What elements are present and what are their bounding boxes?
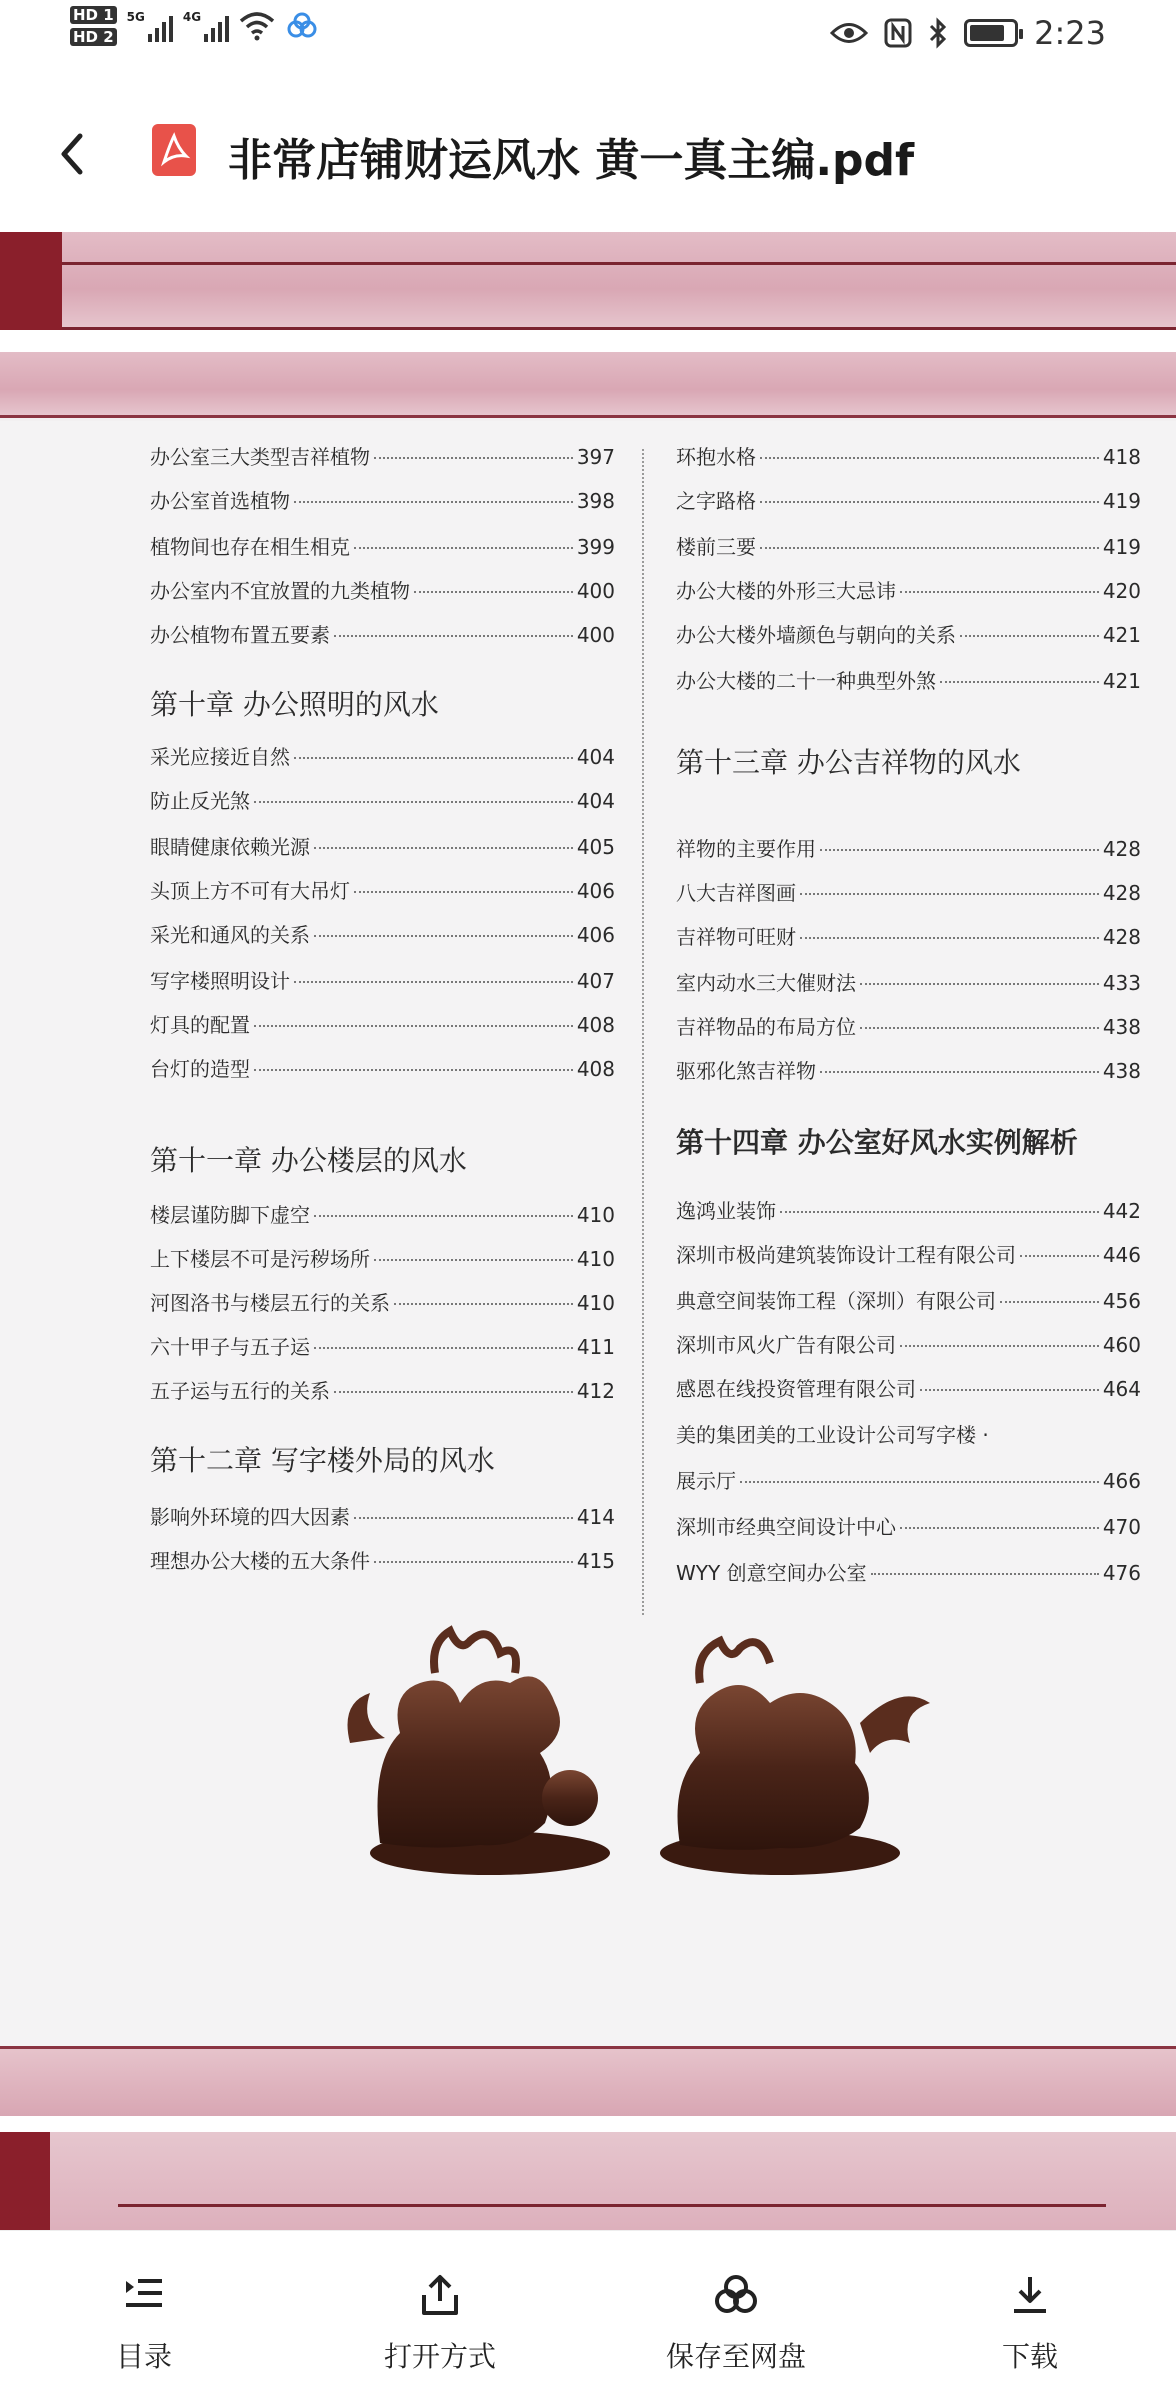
toc-entry	[676, 833, 1141, 862]
toc-entry	[676, 485, 1141, 514]
toc-entry-title: 办公大楼外墙颜色与朝向的关系	[676, 623, 956, 647]
download-button[interactable]	[930, 2231, 1130, 2401]
toc-page-number: 400	[576, 579, 615, 603]
toc-entry-title: 环抱水格	[676, 445, 756, 469]
status-right	[830, 14, 1106, 52]
toc-leader-dots	[760, 501, 1099, 503]
toc-leader-dots	[820, 1071, 1099, 1073]
toc-page-number: 460	[1102, 1333, 1141, 1357]
toc-leader-dots	[820, 849, 1099, 851]
toc-leader-dots	[800, 893, 1099, 895]
toc-entry-title: 办公室内不宜放置的九类植物	[150, 579, 410, 603]
toc-page-number: 421	[1102, 669, 1141, 693]
hd1-badge: HD 1	[70, 6, 117, 24]
battery-icon	[964, 19, 1018, 47]
toc-entry-title: 办公大楼的外形三大忌讳	[676, 579, 896, 603]
title-bar	[0, 72, 1176, 232]
toc-label: 目录	[115, 2340, 172, 2373]
toc-leader-dots	[334, 1391, 573, 1393]
pdf-viewer[interactable]	[0, 232, 1176, 2230]
toc-entry	[676, 1465, 1141, 1494]
toc-page-number: 410	[576, 1291, 615, 1315]
toc-entry	[150, 1501, 615, 1530]
toc-leader-dots	[334, 635, 573, 637]
toc-entry	[150, 1545, 615, 1574]
toc-entry-title: 吉祥物品的布局方位	[676, 1015, 856, 1039]
toc-entry-title: 办公大楼的二十一种典型外煞	[676, 669, 936, 693]
nfc-icon	[884, 18, 912, 48]
toc-page-number: 415	[576, 1549, 615, 1573]
toc-page	[0, 421, 1176, 2046]
toc-page-number: 419	[1102, 535, 1141, 559]
toc-leader-dots	[374, 1561, 573, 1563]
toc-entry-title: 办公室首选植物	[150, 489, 290, 513]
toc-page-number: 410	[576, 1203, 615, 1227]
share-icon	[416, 2271, 464, 2319]
toc-page-number: 446	[1102, 1243, 1141, 1267]
toc-leader-dots	[354, 1517, 573, 1519]
toc-leader-dots	[314, 1347, 573, 1349]
toc-entry	[676, 877, 1141, 906]
toc-page-number: 407	[576, 969, 615, 993]
toc-leader-dots	[940, 681, 1099, 683]
cloud-sync-icon	[285, 12, 319, 40]
toc-entry	[676, 921, 1141, 950]
toc-page-number: 466	[1102, 1469, 1141, 1493]
toc-page-number: 398	[576, 489, 615, 513]
toc-leader-dots	[780, 1211, 1099, 1213]
signal-5g-icon	[127, 10, 173, 42]
toc-page-number: 397	[576, 445, 615, 469]
toc-entry-title: 典意空间装饰工程（深圳）有限公司	[676, 1289, 996, 1313]
next-page-top-border	[0, 2132, 1176, 2230]
toc-entry	[150, 831, 615, 860]
toc-chapter-heading: 第十三章 办公吉祥物的风水	[676, 746, 1021, 779]
toc-page-number: 408	[576, 1057, 615, 1081]
toc-chapter-heading: 第十四章 办公室好风水实例解析	[676, 1126, 1078, 1159]
toc-leader-dots	[314, 1215, 573, 1217]
toc-entry-title: 理想办公大楼的五大条件	[150, 1549, 370, 1573]
toc-entry	[150, 441, 615, 470]
toc-entry	[676, 665, 1141, 694]
toc-entry	[676, 1511, 1141, 1540]
toc-leader-dots	[254, 1069, 573, 1071]
toc-entry	[150, 1053, 615, 1082]
toc-entry-title: 植物间也存在相生相克	[150, 535, 350, 559]
toc-leader-dots	[414, 591, 573, 593]
toc-page-number: 400	[576, 623, 615, 647]
toc-entry	[676, 531, 1141, 560]
toc-entry	[150, 1199, 615, 1228]
toc-page-number: 410	[576, 1247, 615, 1271]
toc-page-number: 405	[576, 835, 615, 859]
toc-entry-title: 楼前三要	[676, 535, 756, 559]
toc-leader-dots	[920, 1389, 1099, 1391]
toc-chapter-heading: 第十二章 写字楼外局的风水	[150, 1444, 495, 1477]
toc-entry	[150, 965, 615, 994]
toc-leader-dots	[1000, 1301, 1099, 1303]
toc-entry-title: WYY 创意空间办公室	[676, 1561, 867, 1585]
toc-entry-title: 感恩在线投资管理有限公司	[676, 1377, 916, 1401]
toc-page-number: 408	[576, 1013, 615, 1037]
column-divider	[642, 449, 644, 1615]
toc-entry-title: 头顶上方不可有大吊灯	[150, 879, 350, 903]
toc-leader-dots	[740, 1481, 1099, 1483]
toc-entry	[150, 785, 615, 814]
toc-leader-dots	[294, 757, 573, 759]
toc-page-number: 414	[576, 1505, 615, 1529]
download-icon	[1006, 2271, 1054, 2319]
signal-4g-icon	[183, 10, 229, 42]
toc-entry-title: 美的集团美的工业设计公司写字楼 ·	[676, 1423, 989, 1447]
toc-entry-title: 采光应接近自然	[150, 745, 290, 769]
toc-entry-title: 防止反光煞	[150, 789, 250, 813]
wifi-icon	[239, 11, 275, 41]
toc-entry-title: 五子运与五行的关系	[150, 1379, 330, 1403]
back-button[interactable]	[50, 124, 94, 184]
toc-leader-dots	[800, 937, 1099, 939]
toc-entry	[676, 1557, 1141, 1586]
toc-leader-dots	[254, 1025, 573, 1027]
toc-leader-dots	[760, 547, 1099, 549]
net2-label: 4G	[182, 10, 202, 24]
toc-entry-title: 台灯的造型	[150, 1057, 250, 1081]
toc-entry	[150, 919, 615, 948]
toc-entry-title: 展示厅	[676, 1469, 736, 1493]
save-to-cloud-label: 保存至网盘	[665, 2340, 806, 2373]
toc-entry-title: 影响外环境的四大因素	[150, 1505, 350, 1529]
toc-entry	[150, 1287, 615, 1316]
toc-entry	[676, 1239, 1141, 1268]
toc-page-number: 404	[576, 745, 615, 769]
toc-entry-title: 六十甲子与五子运	[150, 1335, 310, 1359]
toc-page-number: 418	[1102, 445, 1141, 469]
toc-entry	[676, 1195, 1141, 1224]
toc-leader-dots	[374, 1259, 573, 1261]
toc-entry-title: 楼层谨防脚下虚空	[150, 1203, 310, 1227]
toc-entry-title: 眼睛健康依赖光源	[150, 835, 310, 859]
toc-entry	[676, 575, 1141, 604]
toc-entry-title: 室内动水三大催财法	[676, 971, 856, 995]
toc-page-number: 406	[576, 923, 615, 947]
toc-leader-dots	[760, 457, 1099, 459]
toc-page-number: 399	[576, 535, 615, 559]
toc-leader-dots	[900, 1527, 1099, 1529]
toc-entry	[150, 1009, 615, 1038]
save-to-cloud-button[interactable]	[636, 2231, 836, 2401]
toc-page-number: 404	[576, 789, 615, 813]
toc-page-number: 456	[1102, 1289, 1141, 1313]
toc-page-number: 438	[1102, 1015, 1141, 1039]
toc-entry-title: 灯具的配置	[150, 1013, 250, 1037]
toc-page-number: 470	[1102, 1515, 1141, 1539]
toc-entry	[150, 875, 615, 904]
status-left	[70, 6, 319, 46]
toc-page-number: 420	[1102, 579, 1141, 603]
toc-leader-dots	[860, 1027, 1099, 1029]
toc-entry	[676, 1329, 1141, 1358]
toc-entry-title: 吉祥物可旺财	[676, 925, 796, 949]
toc-entry-title: 办公室三大类型吉祥植物	[150, 445, 370, 469]
toc-leader-dots	[314, 847, 573, 849]
toc-entry-title: 逸鸿业装饰	[676, 1199, 776, 1223]
toc-entry-title: 深圳市经典空间设计中心	[676, 1515, 896, 1539]
toc-entry	[150, 1331, 615, 1360]
toc-chapter-heading: 第十章 办公照明的风水	[150, 688, 439, 721]
page-gap-2	[0, 2116, 1176, 2132]
toc-leader-dots	[871, 1573, 1099, 1575]
toc-page-number: 433	[1102, 971, 1141, 995]
hd2-badge: HD 2	[70, 28, 117, 46]
toc-entry	[676, 967, 1141, 996]
toc-entry	[150, 619, 615, 648]
page-header-band	[0, 352, 1176, 418]
toc-entry-title: 深圳市风火广告有限公司	[676, 1333, 896, 1357]
toc-entry-title: 祥物的主要作用	[676, 837, 816, 861]
toc-leader-dots	[294, 981, 573, 983]
toc-leader-dots	[294, 501, 573, 503]
toc-entry	[150, 575, 615, 604]
toc-entry	[676, 1373, 1141, 1402]
qilin-statues-image	[340, 1613, 940, 1893]
toc-page-number: 421	[1102, 623, 1141, 647]
toc-page-number: 438	[1102, 1059, 1141, 1083]
list-icon	[120, 2271, 168, 2319]
eye-icon	[830, 20, 868, 46]
toc-leader-dots	[900, 1345, 1099, 1347]
toc-leader-dots	[374, 457, 573, 459]
net1-label: 5G	[126, 10, 145, 24]
toc-entry-title: 上下楼层不可是污秽场所	[150, 1247, 370, 1271]
toc-leader-dots	[394, 1303, 573, 1305]
toc-entry-title: 办公植物布置五要素	[150, 623, 330, 647]
page-gap	[0, 330, 1176, 352]
toc-entry	[150, 741, 615, 770]
toc-chapter-heading: 第十一章 办公楼层的风水	[150, 1144, 467, 1177]
chevron-left-icon	[50, 124, 94, 184]
download-label: 下载	[1001, 2340, 1058, 2373]
bluetooth-icon	[928, 17, 948, 49]
toc-entry	[676, 1285, 1141, 1314]
pdf-file-icon	[152, 124, 196, 176]
toc-button[interactable]	[44, 2231, 244, 2401]
toc-page-number: 428	[1102, 837, 1141, 861]
toc-entry	[676, 619, 1141, 648]
toc-entry-title: 河图洛书与楼层五行的关系	[150, 1291, 390, 1315]
toc-entry-title: 八大吉祥图画	[676, 881, 796, 905]
toc-entry	[150, 531, 615, 560]
toc-entry	[676, 1011, 1141, 1040]
toc-entry-text	[676, 1419, 1141, 1448]
toc-entry	[150, 1375, 615, 1404]
toc-page-number: 412	[576, 1379, 615, 1403]
toc-leader-dots	[354, 891, 573, 893]
open-with-label: 打开方式	[383, 2340, 496, 2373]
toc-page-number: 464	[1102, 1377, 1141, 1401]
toc-entry-title: 之字路格	[676, 489, 756, 513]
toc-leader-dots	[900, 591, 1099, 593]
toc-entry	[676, 441, 1141, 470]
toc-leader-dots	[960, 635, 1099, 637]
toc-leader-dots	[254, 801, 573, 803]
toc-leader-dots	[354, 547, 573, 549]
status-bar	[0, 0, 1176, 72]
page-top-border	[0, 232, 1176, 330]
bottom-toolbar	[0, 2230, 1176, 2400]
toc-page-number: 428	[1102, 881, 1141, 905]
toc-leader-dots	[860, 983, 1099, 985]
clock: 2:23	[1034, 14, 1106, 52]
document-title: 非常店铺财运风水 黄一真主编.pdf	[228, 135, 915, 186]
toc-entry-title: 写字楼照明设计	[150, 969, 290, 993]
toc-entry	[676, 1055, 1141, 1084]
toc-entry	[150, 1243, 615, 1272]
toc-page-number: 428	[1102, 925, 1141, 949]
hd-indicators	[70, 6, 117, 46]
page-bottom-band	[0, 2046, 1176, 2116]
toc-leader-dots	[314, 935, 573, 937]
toc-page-number: 419	[1102, 489, 1141, 513]
cloud-icon	[712, 2271, 760, 2319]
toc-page-number: 406	[576, 879, 615, 903]
toc-entry-title: 采光和通风的关系	[150, 923, 310, 947]
toc-page-number: 476	[1102, 1561, 1141, 1585]
toc-entry-title: 驱邪化煞吉祥物	[676, 1059, 816, 1083]
toc-entry-title: 深圳市极尚建筑装饰设计工程有限公司	[676, 1243, 1016, 1267]
open-with-button[interactable]	[340, 2231, 540, 2401]
toc-entry	[150, 485, 615, 514]
toc-page-number: 442	[1102, 1199, 1141, 1223]
toc-page-number: 411	[576, 1335, 615, 1359]
toc-leader-dots	[1020, 1255, 1099, 1257]
